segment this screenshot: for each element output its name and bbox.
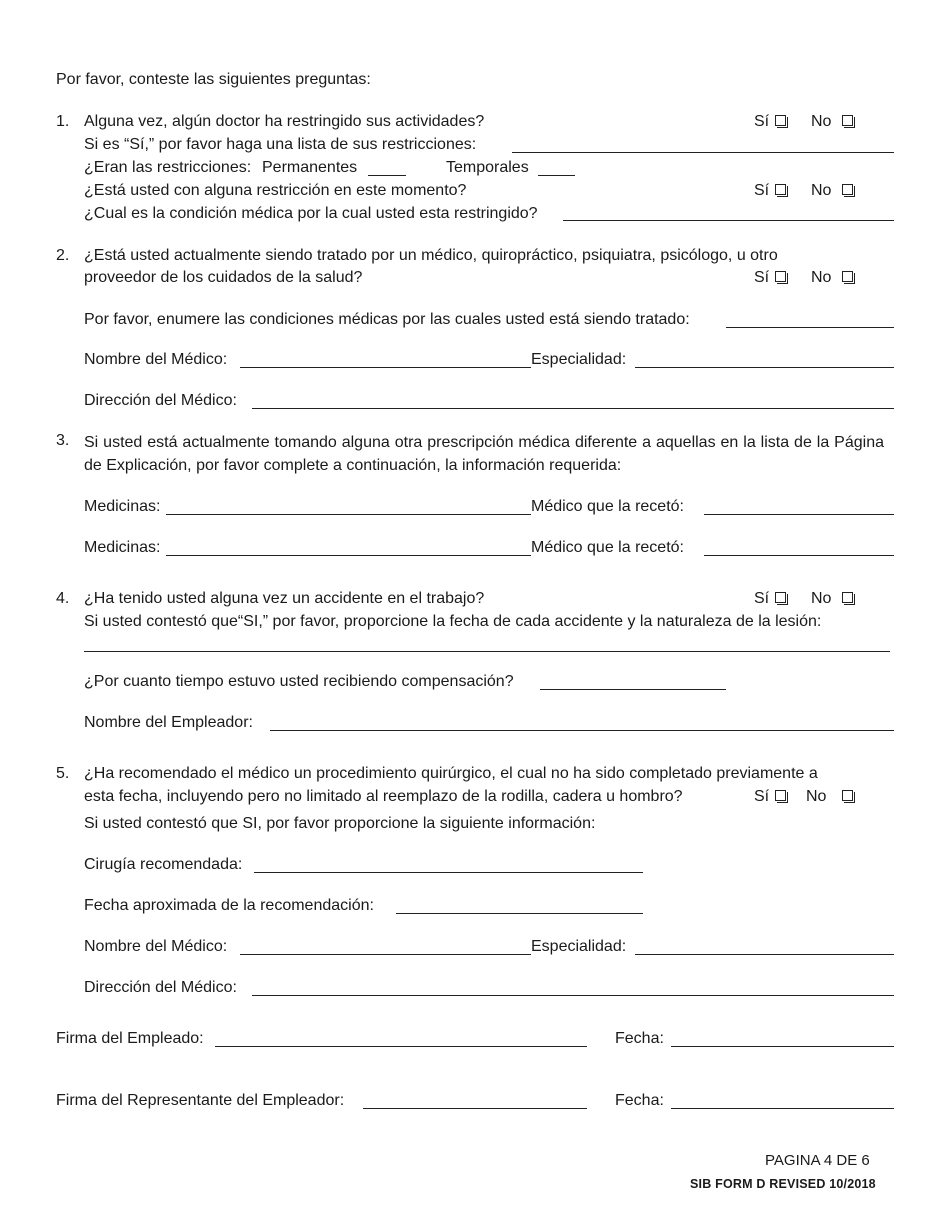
q5-no-label: No — [806, 788, 827, 805]
rep-signature-label: Firma del Representante del Empleador: — [56, 1092, 345, 1109]
q4-yes-checkbox[interactable] — [775, 592, 786, 603]
q5-question-line2: esta fecha, incluyendo pero no limitado al reemplazo de la rodilla, cadera u hombro? — [84, 788, 683, 805]
q5-doctor-address-field[interactable] — [252, 995, 894, 996]
q1-current-yes-label: Sí — [754, 182, 770, 199]
q2-doctor-address-field[interactable] — [252, 408, 894, 409]
q3-medicines-field-2[interactable] — [166, 555, 531, 556]
q5-yes-checkbox[interactable] — [775, 790, 786, 801]
q2-conditions-prompt: Por favor, enumere las condiciones médicas por las cuales usted está siendo tratado: — [84, 311, 690, 328]
q4-yes-label: Sí — [754, 590, 770, 607]
q1-temporary-label: Temporales — [446, 159, 529, 176]
rep-signature-field[interactable] — [363, 1108, 587, 1109]
q4-detail-field[interactable] — [84, 651, 890, 652]
q1-number: 1. — [56, 113, 70, 130]
q1-restrictions-field[interactable] — [512, 152, 894, 153]
q3-medicines-label-1: Medicinas: — [84, 498, 161, 515]
q1-no-label: No — [811, 113, 832, 130]
employee-date-field[interactable] — [671, 1046, 894, 1047]
q1-type-prompt: ¿Eran las restricciones: — [84, 159, 252, 176]
q2-question-line1: ¿Está usted actualmente siendo tratado por un médico, quiropráctico, psiquiatra, psicólogo, u otro — [84, 247, 778, 264]
q2-doctor-name-field[interactable] — [240, 367, 531, 368]
q1-condition-field[interactable] — [563, 220, 894, 221]
q5-specialty-label: Especialidad: — [531, 938, 627, 955]
q3-medicines-field-1[interactable] — [166, 514, 531, 515]
rep-date-field[interactable] — [671, 1108, 894, 1109]
q2-conditions-field[interactable] — [726, 327, 894, 328]
q1-no-checkbox[interactable] — [842, 115, 853, 126]
q5-date-field[interactable] — [396, 913, 643, 914]
q1-condition-prompt: ¿Cual es la condición médica por la cual usted esta restringido? — [84, 205, 538, 222]
q4-detail-prompt: Si usted contestó que“SI,” por favor, proporcione la fecha de cada accidente y la naturaleza de la lesión: — [84, 613, 822, 630]
q2-yes-checkbox[interactable] — [775, 271, 786, 282]
q3-prescriber-field-2[interactable] — [704, 555, 894, 556]
page-number: PAGINA 4 DE 6 — [765, 1152, 870, 1169]
q1-current-yes-checkbox[interactable] — [775, 184, 786, 195]
q5-date-label: Fecha aproximada de la recomendación: — [84, 897, 374, 914]
q1-permanent-label: Permanentes — [262, 159, 358, 176]
q5-doctor-name-label: Nombre del Médico: — [84, 938, 228, 955]
q4-no-label: No — [811, 590, 832, 607]
q2-doctor-address-label: Dirección del Médico: — [84, 392, 237, 409]
q2-doctor-name-label: Nombre del Médico: — [84, 351, 228, 368]
q4-question: ¿Ha tenido usted alguna vez un accidente en el trabajo? — [84, 590, 485, 607]
q3-prescriber-label-2: Médico que la recetó: — [531, 539, 684, 556]
q1-current-prompt: ¿Está usted con alguna restricción en este momento? — [84, 182, 467, 199]
q4-compensation-field[interactable] — [540, 689, 726, 690]
q2-no-label: No — [811, 269, 832, 286]
q1-question: Alguna vez, algún doctor ha restringido sus actividades? — [84, 113, 485, 130]
q1-current-no-checkbox[interactable] — [842, 184, 853, 195]
employee-date-label: Fecha: — [615, 1030, 664, 1047]
q4-employer-label: Nombre del Empleador: — [84, 714, 253, 731]
q2-specialty-label: Especialidad: — [531, 351, 627, 368]
q3-number: 3. — [56, 432, 70, 449]
q1-yes-checkbox[interactable] — [775, 115, 786, 126]
q3-question: Si usted está actualmente tomando alguna otra prescripción médica diferente a aquellas en la lista de la Página de Explicación, por favor complete a continuación, la información requerida: — [84, 434, 884, 474]
q5-doctor-address-label: Dirección del Médico: — [84, 979, 237, 996]
q4-compensation-prompt: ¿Por cuanto tiempo estuvo usted recibiendo compensación? — [84, 673, 514, 690]
q1-list-prompt: Si es “Sí,” por favor haga una lista de sus restricciones: — [84, 136, 477, 153]
q2-number: 2. — [56, 247, 70, 264]
q1-current-no-label: No — [811, 182, 832, 199]
q1-temporary-field[interactable] — [538, 175, 575, 176]
q5-specialty-field[interactable] — [635, 954, 894, 955]
employee-signature-label: Firma del Empleado: — [56, 1030, 204, 1047]
q5-surgery-field[interactable] — [254, 872, 643, 873]
q5-doctor-name-field[interactable] — [240, 954, 531, 955]
q5-no-checkbox[interactable] — [842, 790, 853, 801]
q2-specialty-field[interactable] — [635, 367, 894, 368]
q2-question-line2: proveedor de los cuidados de la salud? — [84, 269, 363, 286]
q1-permanent-field[interactable] — [368, 175, 406, 176]
q3-prescriber-label-1: Médico que la recetó: — [531, 498, 684, 515]
form-revision: SIB FORM D REVISED 10/2018 — [690, 1177, 876, 1191]
q5-followup: Si usted contestó que SI, por favor proporcione la siguiente información: — [84, 815, 596, 832]
employee-signature-field[interactable] — [215, 1046, 587, 1047]
q2-yes-label: Sí — [754, 269, 770, 286]
q5-yes-label: Sí — [754, 788, 770, 805]
intro-text: Por favor, conteste las siguientes preguntas: — [56, 71, 371, 88]
q5-number: 5. — [56, 765, 70, 782]
q2-no-checkbox[interactable] — [842, 271, 853, 282]
q5-surgery-label: Cirugía recomendada: — [84, 856, 243, 873]
rep-date-label: Fecha: — [615, 1092, 664, 1109]
q4-employer-field[interactable] — [270, 730, 894, 731]
q4-no-checkbox[interactable] — [842, 592, 853, 603]
q5-question-line1: ¿Ha recomendado el médico un procedimiento quirúrgico, el cual no ha sido completado previamente a — [84, 765, 818, 782]
q3-prescriber-field-1[interactable] — [704, 514, 894, 515]
q1-yes-label: Sí — [754, 113, 770, 130]
q3-medicines-label-2: Medicinas: — [84, 539, 161, 556]
q4-number: 4. — [56, 590, 70, 607]
